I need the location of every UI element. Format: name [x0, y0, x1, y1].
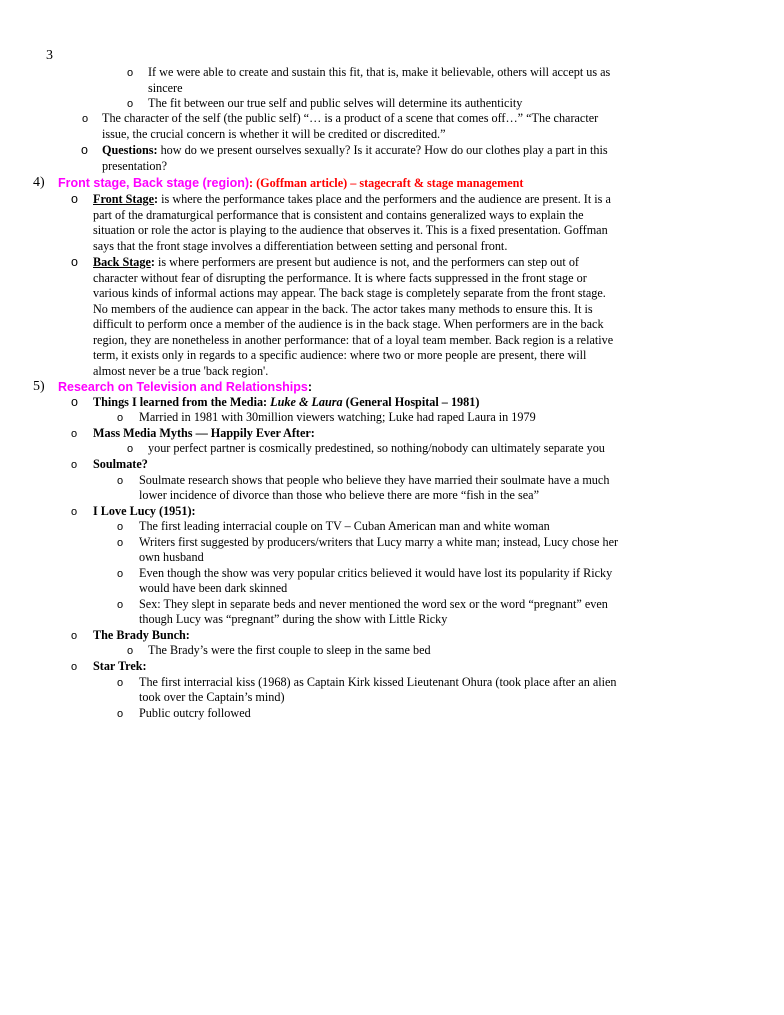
bullet-icon: o: [117, 568, 124, 580]
back-stage-colon: :: [150, 255, 155, 269]
section-heading: [58, 176, 523, 192]
bullet-icon: o: [71, 428, 78, 440]
soulmate-title: Soulmate?: [93, 457, 148, 471]
list-item-continuation: term, it exists only in regards to a specific audience: where two or more people are present, there will: [93, 348, 587, 362]
bullet-icon: o: [127, 443, 134, 455]
list-item: your perfect partner is cosmically predestined, so nothing/nobody can ultimately separate you: [148, 441, 605, 455]
bullet-icon: o: [71, 661, 78, 673]
section-subtitle: (Goffman article) – stagecraft & stage management: [253, 176, 524, 190]
list-item-continuation: issue, the crucial concern is whether it will be credited or discredited.”: [102, 127, 446, 141]
list-item: [93, 395, 479, 411]
list-item: The character of the self (the public self) “… is a product of a scene that comes off…” “The character: [102, 111, 599, 125]
bullet-icon: o: [82, 113, 89, 125]
list-item: [93, 192, 611, 208]
bullet-icon: o: [71, 506, 78, 518]
list-item: [93, 426, 315, 442]
bullet-icon: o: [71, 459, 78, 471]
bullet-icon: o: [71, 395, 78, 409]
front-stage-text: is where the performance takes place and the performers and the audience are present. It is a: [158, 192, 611, 206]
list-item-continuation: situation or role the actor is playing to the audience that observes it. This is a fixed presentation. Goffman: [93, 223, 608, 237]
list-item: Sex: They slept in separate beds and never mentioned the word sex or the word “pregnant” even: [139, 597, 608, 611]
bullet-icon: o: [117, 475, 124, 487]
section-title-colon: :: [249, 176, 254, 190]
list-item-continuation: character without fear of disrupting the performance. It is where facts suppressed in the front stage or: [93, 271, 587, 285]
trek-title: Star Trek:: [93, 659, 147, 673]
list-item: If we were able to create and sustain this fit, that is, make it believable, others will accept us as: [148, 65, 611, 79]
list-item: The first interracial kiss (1968) as Captain Kirk kissed Lieutenant Ohura (took place after an alien: [139, 675, 617, 689]
questions-text: how do we present ourselves sexually? Is it accurate? How do our clothes play a part in this: [157, 143, 608, 157]
bullet-icon: o: [127, 67, 134, 79]
list-item: The fit between our true self and public selves will determine its authenticity: [148, 96, 523, 110]
list-item: [93, 659, 147, 675]
questions-label: Questions:: [102, 143, 158, 157]
list-item-continuation: almost never be a true 'back region'.: [93, 364, 269, 378]
back-stage-text: is where performers are present but audience is not, and the performers can step out of: [154, 255, 579, 269]
list-item: Writers first suggested by producers/writers that Lucy marry a white man; instead, Lucy chose her: [139, 535, 619, 549]
bullet-icon: o: [117, 599, 124, 611]
list-item: Married in 1981 with 30million viewers watching; Luke had raped Laura in 1979: [139, 410, 536, 424]
list-item: [93, 504, 196, 520]
myths-title: Mass Media Myths — Happily Ever After:: [93, 426, 315, 440]
list-item: Public outcry followed: [139, 706, 251, 720]
list-item: [93, 255, 579, 271]
page-number: 3: [46, 48, 53, 63]
section-number: 4): [33, 175, 45, 190]
bullet-icon: o: [127, 98, 134, 110]
section-number: 5): [33, 379, 45, 394]
bullet-icon: o: [117, 521, 124, 533]
lucy-title: I Love Lucy (1951):: [93, 504, 196, 518]
back-stage-label: Back Stage: [93, 255, 151, 269]
list-item-continuation: difficult to perform once a member of the audience is in the back stage. When performers are in the back: [93, 317, 604, 331]
front-stage-label: Front Stage: [93, 192, 155, 206]
bullet-icon: o: [71, 630, 78, 642]
list-item-continuation: presentation?: [102, 159, 167, 173]
list-item: [93, 457, 148, 473]
bullet-icon: o: [71, 255, 78, 269]
list-item: [93, 628, 190, 644]
list-item-continuation: took over the Captain’s mind): [139, 690, 285, 704]
list-item-continuation: various kinds of informal actions may appear. The back stage is completely separate from the front stage.: [93, 286, 606, 300]
front-stage-colon: :: [154, 192, 159, 206]
bullet-icon: o: [117, 412, 124, 424]
section-title: Front stage, Back stage (region): [58, 176, 250, 190]
bullet-icon: o: [127, 645, 134, 657]
media-title-italic: Luke & Laura: [270, 395, 343, 409]
list-item-continuation: lower incidence of divorce than those who believe there are more “fish in the sea”: [139, 488, 539, 502]
list-item-continuation: sincere: [148, 81, 183, 95]
bullet-icon: o: [71, 192, 78, 206]
list-item: Soulmate research shows that people who believe they have married their soulmate have a much: [139, 473, 610, 487]
list-item-continuation: part of the dramaturgical performance that is consistent and contains generalized ways to explain the: [93, 208, 584, 222]
media-title-suffix: (General Hospital – 1981): [342, 395, 480, 409]
list-item-continuation: though Lucy was “pregnant” during the show with Little Ricky: [139, 612, 448, 626]
bullet-icon: o: [117, 677, 124, 689]
list-item-continuation: No members of the audience can appear in the back. The actor takes many methods to ensure this. It is: [93, 302, 593, 316]
list-item-continuation: own husband: [139, 550, 204, 564]
section-title-colon: :: [307, 380, 313, 394]
list-item: The first leading interracial couple on TV – Cuban American man and white woman: [139, 519, 550, 533]
bullet-icon: o: [117, 537, 124, 549]
section-heading: [58, 380, 312, 396]
list-item: Even though the show was very popular critics believed it would have lost its popularity if Ricky: [139, 566, 613, 580]
list-item-continuation: region, they are nonetheless in another performance: that of a loyal team member. Back region is a relative: [93, 333, 614, 347]
list-item: The Brady’s were the first couple to sleep in the same bed: [148, 643, 431, 657]
media-title: Things I learned from the Media:: [93, 395, 271, 409]
section-title: Research on Television and Relationships: [58, 380, 308, 394]
bullet-icon: o: [117, 708, 124, 720]
brady-title: The Brady Bunch:: [93, 628, 190, 642]
bullet-icon: o: [81, 143, 88, 157]
list-item-continuation: would have been dark skinned: [139, 581, 288, 595]
list-item: [102, 143, 608, 159]
list-item-continuation: says that the front stage involves a differentiation between setting and personal front.: [93, 239, 508, 253]
